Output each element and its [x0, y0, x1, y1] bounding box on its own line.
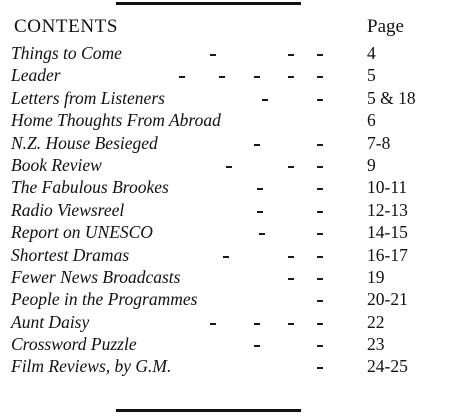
leader-dash	[254, 345, 260, 347]
entry-page: 23	[367, 334, 385, 355]
contents-header	[0, 16, 458, 40]
leader-dash	[317, 54, 323, 56]
contents-entry	[0, 88, 458, 110]
leader-dash	[254, 323, 260, 325]
leader-dash	[317, 256, 323, 258]
leader-dash	[317, 367, 323, 369]
entry-title: Radio Viewsreel	[11, 199, 125, 220]
contents-entry	[0, 267, 458, 289]
leader-dash	[317, 76, 323, 78]
entry-title: Home Thoughts From Abroad	[11, 110, 221, 131]
entry-title: N.Z. House Besieged	[11, 132, 158, 153]
page-column-header: Page	[367, 16, 404, 37]
entry-page: 6	[367, 110, 376, 131]
entry-page: 22	[367, 311, 385, 332]
leader-dash	[317, 300, 323, 302]
leader-dash	[223, 256, 229, 258]
entry-page: 16-17	[367, 244, 408, 265]
leader-dash	[288, 323, 294, 325]
leader-dash	[288, 166, 294, 168]
contents-entry	[0, 155, 458, 177]
entry-page: 14-15	[367, 222, 408, 243]
leader-dash	[179, 76, 185, 78]
entry-title: The Fabulous Brookes	[11, 177, 169, 198]
entry-page: 9	[367, 154, 376, 175]
leader-dash	[288, 54, 294, 56]
contents-entry	[0, 110, 458, 132]
bottom-rule	[116, 409, 301, 412]
contents-entry	[0, 289, 458, 311]
entry-title: Book Review	[11, 154, 102, 175]
contents-entry	[0, 356, 458, 378]
leader-dash	[210, 323, 216, 325]
entry-title: Report on UNESCO	[11, 222, 153, 243]
entry-title: People in the Programmes	[11, 289, 198, 310]
leader-dash	[317, 166, 323, 168]
entry-title: Fewer News Broadcasts	[11, 266, 181, 287]
leader-dash	[210, 54, 216, 56]
leader-dash	[262, 99, 268, 101]
leader-dash	[317, 188, 323, 190]
entry-page: 12-13	[367, 199, 408, 220]
contents-entry	[0, 177, 458, 199]
contents-entry	[0, 334, 458, 356]
contents-list	[0, 43, 458, 379]
leader-dash	[257, 211, 263, 213]
entry-title: Things to Come	[11, 43, 122, 63]
entry-page: 19	[367, 266, 385, 287]
entry-page: 5	[367, 65, 376, 86]
leader-dash	[317, 345, 323, 347]
top-rule	[116, 2, 301, 5]
leader-dash	[259, 233, 265, 235]
contents-entry	[0, 200, 458, 222]
entry-page: 24-25	[367, 356, 408, 377]
leader-dash	[257, 188, 263, 190]
leader-dash	[317, 211, 323, 213]
entry-title: Leader	[11, 65, 61, 86]
entry-title: Film Reviews, by G.M.	[11, 356, 172, 377]
entry-title: Shortest Dramas	[11, 244, 130, 265]
contents-entry	[0, 65, 458, 87]
leader-dash	[288, 76, 294, 78]
entry-page: 20-21	[367, 289, 408, 310]
leader-dash	[226, 166, 232, 168]
leader-dash	[254, 144, 260, 146]
entry-page: 7-8	[367, 132, 391, 153]
leader-dash	[288, 278, 294, 280]
contents-entry	[0, 312, 458, 334]
entry-title: Aunt Daisy	[11, 311, 90, 332]
contents-entry	[0, 222, 458, 244]
contents-title: CONTENTS	[14, 16, 119, 37]
leader-dash	[254, 76, 260, 78]
entry-title: Crossword Puzzle	[11, 334, 137, 355]
leader-dash	[317, 323, 323, 325]
contents-entry	[0, 133, 458, 155]
leader-dash	[317, 233, 323, 235]
contents-entry	[0, 43, 458, 65]
leader-dash	[317, 144, 323, 146]
entry-title: Letters from Listeners	[11, 87, 165, 108]
leader-dash	[317, 278, 323, 280]
leader-dash	[288, 256, 294, 258]
leader-dash	[219, 76, 225, 78]
contents-entry	[0, 245, 458, 267]
leader-dash	[317, 99, 323, 101]
entry-page: 10-11	[367, 177, 408, 198]
entry-page: 4	[367, 43, 376, 63]
entry-page: 5 & 18	[367, 87, 416, 108]
